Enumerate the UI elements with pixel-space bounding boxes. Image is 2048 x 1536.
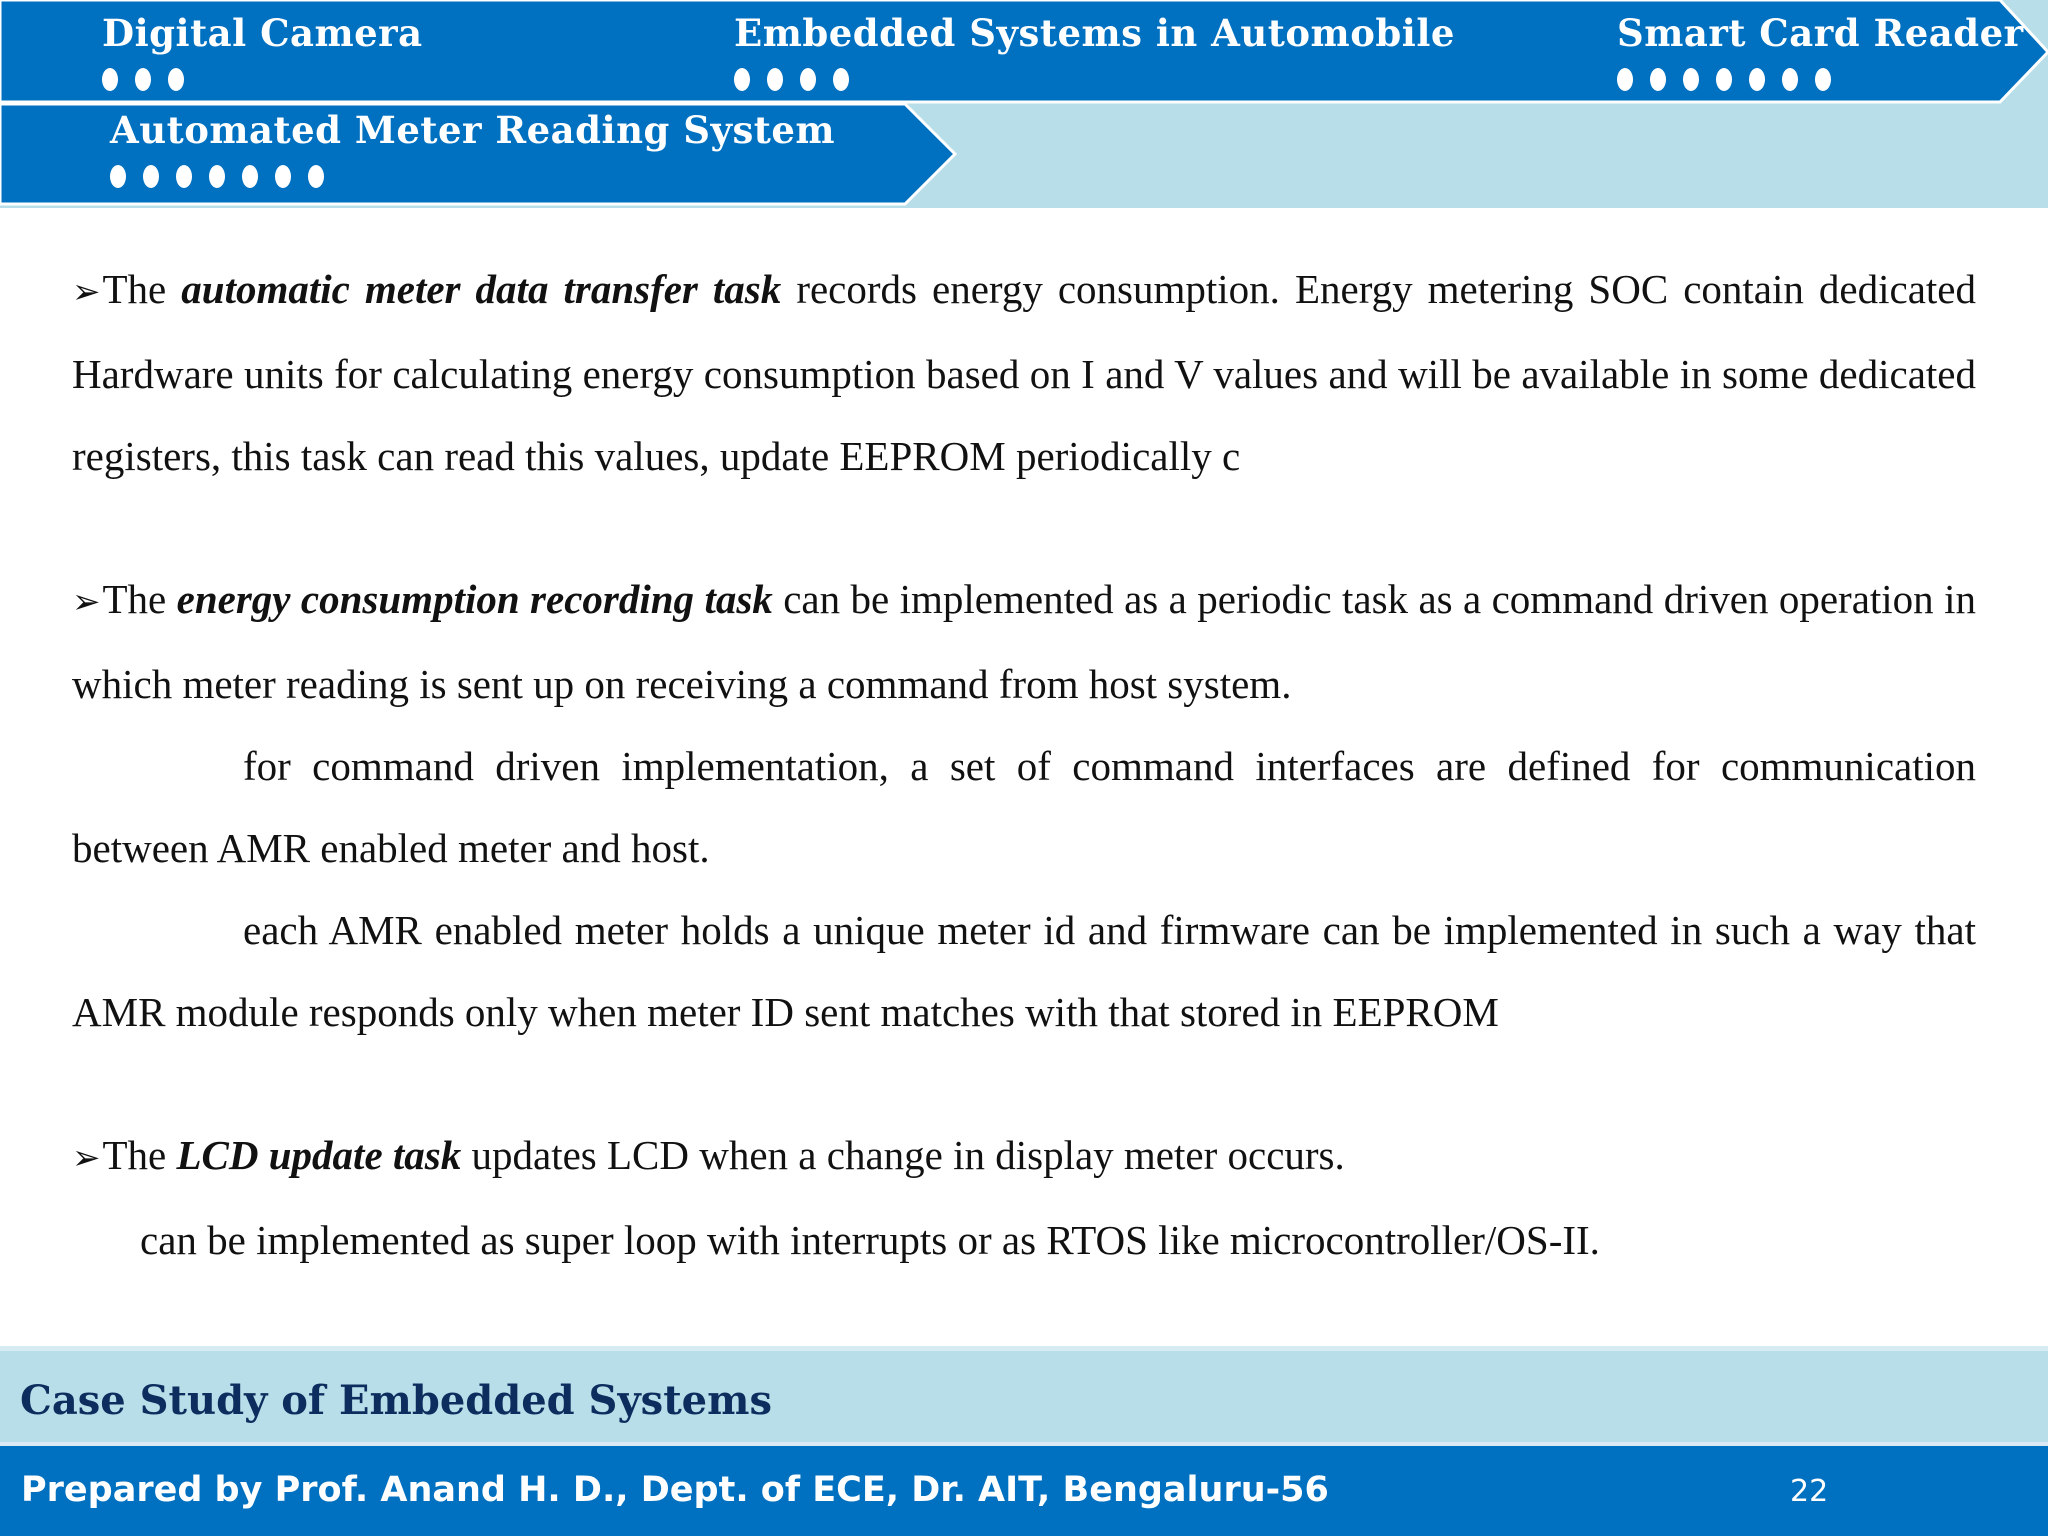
dot bbox=[275, 165, 291, 188]
paragraph-implementation-note: can be implemented as super loop with interrupts or as RTOS like microcontroller/OS-II. bbox=[140, 1217, 1600, 1263]
text-run: The bbox=[102, 576, 177, 622]
progress-dots bbox=[1617, 68, 2024, 91]
nav-item-embedded-systems-in-automobile[interactable] bbox=[734, 11, 1455, 91]
nav-item-digital-camera[interactable] bbox=[102, 11, 423, 91]
dot bbox=[168, 68, 184, 91]
paragraph-lcd-update-task bbox=[72, 1114, 1976, 1199]
footer-credit-bar bbox=[0, 1442, 2048, 1536]
paragraph-command-interfaces: for command driven implementation, a set of command interfaces are defined for communication between AMR enabled meter and host. bbox=[72, 743, 1976, 871]
dot bbox=[176, 165, 192, 188]
text-run: updates LCD when a change in display meter occurs. bbox=[461, 1132, 1345, 1178]
nav-label: Digital Camera bbox=[102, 11, 423, 55]
term-emphasis: LCD update task bbox=[176, 1132, 462, 1178]
dot bbox=[209, 165, 225, 188]
dot bbox=[800, 68, 816, 91]
footer-credit: Prepared by Prof. Anand H. D., Dept. of ECE, Dr. AIT, Bengaluru-56 bbox=[21, 1470, 1329, 1510]
text-run: can be implemented as a periodic task as a command driven operation in which meter reading is sent up on receiving a command from host system. bbox=[72, 576, 1976, 707]
dot bbox=[102, 68, 118, 91]
slide-header bbox=[0, 0, 2048, 208]
paragraph-meter-id: each AMR enabled meter holds a unique meter id and firmware can be implemented in such a way that AMR module responds only when meter ID sent matches with that stored in EEPROM bbox=[72, 907, 1976, 1035]
arrowhead-bullet-icon: ➢ bbox=[72, 272, 101, 312]
dot bbox=[767, 68, 783, 91]
text-run: The bbox=[102, 266, 182, 312]
dot bbox=[1617, 68, 1633, 91]
arrowhead-bullet-icon: ➢ bbox=[72, 582, 101, 622]
text-run: The bbox=[102, 1132, 177, 1178]
progress-dots bbox=[110, 165, 835, 188]
nav-label: Automated Meter Reading System bbox=[110, 108, 836, 152]
nav-label: Smart Card Reader bbox=[1617, 11, 2024, 55]
dot bbox=[242, 165, 258, 188]
progress-dots bbox=[102, 68, 423, 91]
dot bbox=[308, 165, 324, 188]
nav-label: Embedded Systems in Automobile bbox=[734, 11, 1455, 55]
slide-body bbox=[72, 248, 1976, 1281]
dot bbox=[1683, 68, 1699, 91]
dot bbox=[143, 165, 159, 188]
text-run: records energy consumption. Energy metering SOC contain dedicated Hardware units for calculating energy consumption based on I and V values and will be available in some dedicated registers, this task can read this values, update EEPROM periodically c bbox=[72, 266, 1976, 479]
dot bbox=[1650, 68, 1666, 91]
dot bbox=[1749, 68, 1765, 91]
dot bbox=[1782, 68, 1798, 91]
term-emphasis: energy consumption recording task bbox=[176, 576, 773, 622]
arrowhead-bullet-icon: ➢ bbox=[72, 1138, 101, 1178]
dot bbox=[734, 68, 750, 91]
term-emphasis: automatic meter data transfer task bbox=[181, 266, 782, 312]
paragraph-data-transfer-task bbox=[72, 248, 1976, 497]
paragraph-recording-task bbox=[72, 558, 1976, 725]
dot bbox=[1716, 68, 1732, 91]
page-number: 22 bbox=[1790, 1474, 1829, 1509]
dot bbox=[110, 165, 126, 188]
footer-title-band bbox=[0, 1346, 2048, 1442]
dot bbox=[833, 68, 849, 91]
dot bbox=[135, 68, 151, 91]
footer-title: Case Study of Embedded Systems bbox=[20, 1377, 772, 1424]
progress-dots bbox=[734, 68, 1455, 91]
dot bbox=[1815, 68, 1831, 91]
nav-item-automated-meter-reading-system[interactable] bbox=[110, 108, 836, 188]
nav-item-smart-card-reader[interactable] bbox=[1617, 11, 2024, 91]
